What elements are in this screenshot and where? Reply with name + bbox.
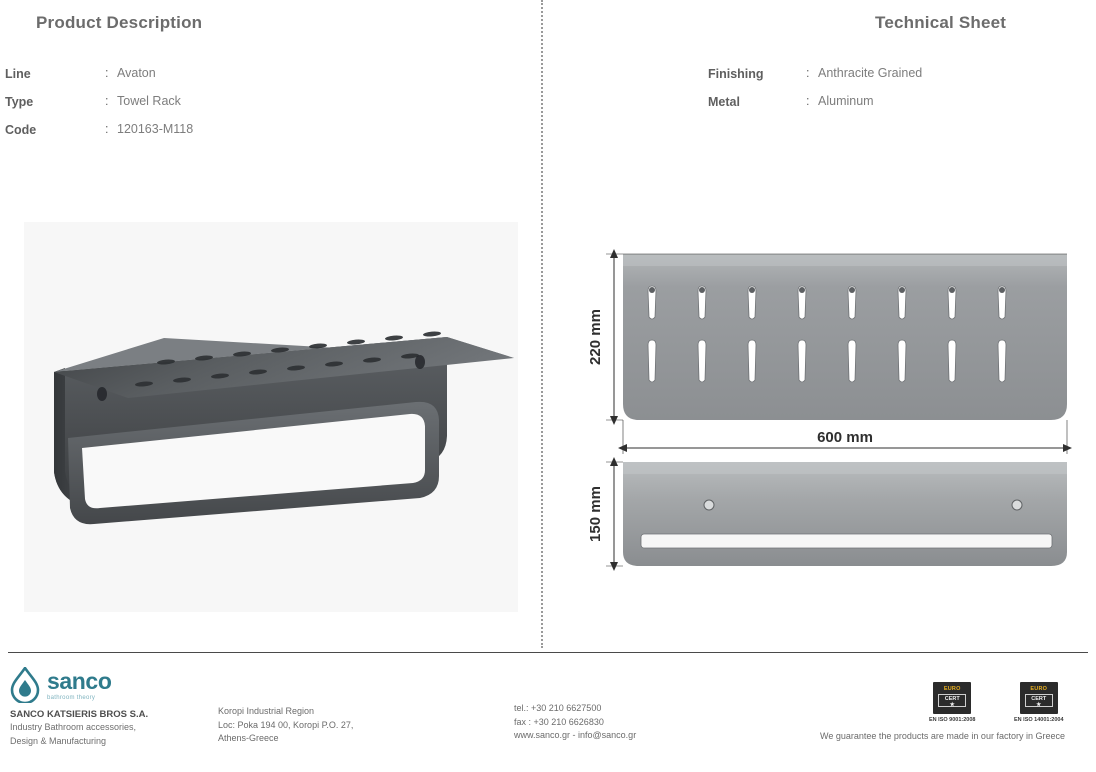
eurocert-stamp-icon <box>933 682 971 714</box>
product-photo-render <box>24 222 518 612</box>
spec-row-line <box>5 66 193 94</box>
spec-row-finishing <box>708 66 922 94</box>
contact-fax: fax : +30 210 6626830 <box>514 716 604 727</box>
contact-block <box>514 702 636 743</box>
page-title-technical-sheet: Technical Sheet <box>875 13 1007 32</box>
brand-lockup <box>10 667 210 703</box>
page-footer <box>0 653 1096 772</box>
product-description-column <box>0 0 541 648</box>
spec-row-metal <box>708 94 922 122</box>
address-line-2: Loc: Poka 194 00, Koropi P.O. 27, <box>218 719 354 730</box>
contact-phone: tel.: +30 210 6627500 <box>514 703 602 713</box>
sanco-droplet-logo-icon <box>10 667 40 703</box>
spec-value-code: 120163-M118 <box>117 122 194 136</box>
technical-drawing-panel <box>570 222 1089 612</box>
product-photo-panel <box>24 222 518 612</box>
spec-row-code <box>5 122 193 150</box>
dimension-label-width: 600 mm <box>817 429 873 446</box>
brand-block <box>10 667 210 748</box>
company-name: SANCO KATSIERIS BROS S.A. <box>10 709 149 720</box>
cert-brand-mid-2: CERT ★ <box>1025 694 1053 707</box>
spec-colon-finishing: : <box>806 66 810 80</box>
technical-sheet-column <box>543 0 1096 648</box>
certification-badge-iso14001 <box>1014 682 1064 723</box>
spec-value-line: Avaton <box>117 66 156 80</box>
company-descriptor-line-2: Design & Manufacturing <box>10 736 107 746</box>
cert-caption-1: EN ISO 9001:2008 <box>929 717 976 723</box>
technical-sheet-spec-table <box>708 66 922 122</box>
product-description-spec-table <box>5 66 193 150</box>
spec-label-metal: Metal <box>708 95 740 109</box>
contact-web-email[interactable]: www.sanco.gr - info@sanco.gr <box>514 730 637 740</box>
spec-colon-line: : <box>105 66 109 80</box>
dimension-label-height: 220 mm <box>587 309 604 365</box>
spec-value-type: Towel Rack <box>117 94 181 108</box>
page-title-product-description: Product Description <box>36 13 203 32</box>
spec-colon-metal: : <box>806 94 810 108</box>
company-descriptor-line-1: Industry Bathroom accessories, <box>10 722 137 732</box>
technical-drawing <box>570 222 1089 612</box>
towel-bar-channel <box>641 534 1052 548</box>
address-block <box>218 705 353 746</box>
guarantee-statement: We guarantee the products are made in our factory in Greece <box>820 731 1065 741</box>
spec-label-code: Code <box>5 123 37 137</box>
cert-caption-2: EN ISO 14001:2004 <box>1014 717 1064 723</box>
mounting-hole-right <box>1012 500 1022 510</box>
cert-brand-top-2: EURO <box>1030 686 1048 692</box>
spec-value-finishing: Anthracite Grained <box>818 66 923 80</box>
cert-brand-mid-1: CERT ★ <box>938 694 966 707</box>
spec-value-metal: Aluminum <box>818 94 874 108</box>
spec-colon-code: : <box>105 122 109 136</box>
spec-label-finishing: Finishing <box>708 67 764 81</box>
certification-badge-iso9001 <box>929 682 975 723</box>
brand-tagline: bathroom theory <box>47 694 96 701</box>
cert-brand-top-1: EURO <box>943 686 961 692</box>
dimension-depth <box>606 462 623 566</box>
spec-label-line: Line <box>5 67 31 81</box>
spec-row-type <box>5 94 193 122</box>
address-line-3: Athens-Greece <box>218 733 279 743</box>
spec-colon-type: : <box>105 94 109 108</box>
brand-wordmark: sanco <box>47 667 112 694</box>
address-line-1: Koropi Industrial Region <box>218 706 315 716</box>
eurocert-stamp-icon-2 <box>1020 682 1058 714</box>
dimension-label-depth: 150 mm <box>587 486 604 542</box>
mounting-hole-left <box>704 500 714 510</box>
spec-label-type: Type <box>5 95 34 109</box>
